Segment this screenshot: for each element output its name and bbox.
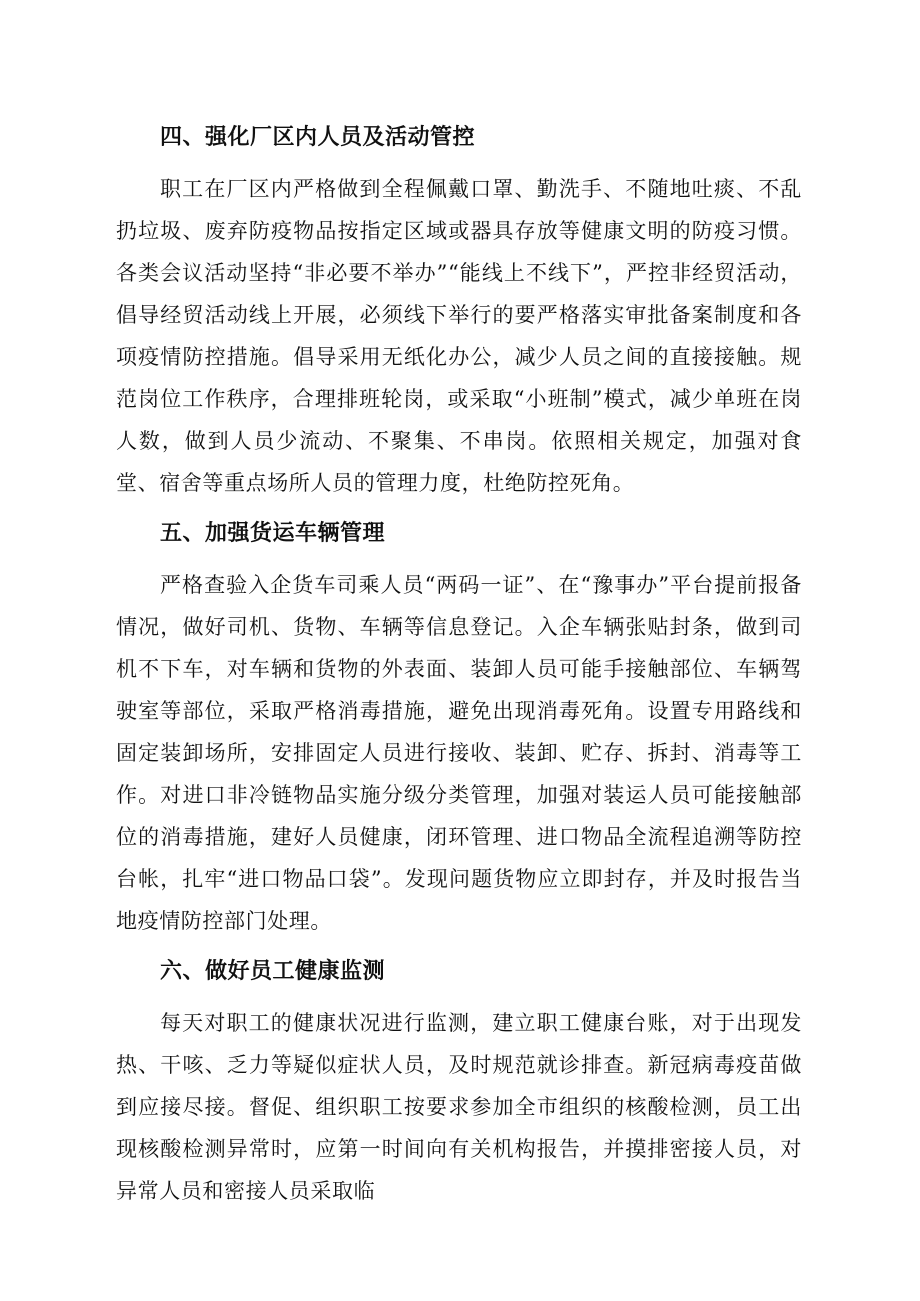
section-paragraph-5: 严格查验入企货车司乘人员“两码一证”、在“豫事办”平台提前报备情况，做好司机、货物、车辆等信息登记。入企车辆张贴封条，做到司机不下车，对车辆和货物的外表面、装卸人员可能手接触部位、车辆驾驶室等部位，采取严格消毒措施，避免出现消毒死角。设置专用路线和固定装卸场所，安排固定人员进行接收、装卸、贮存、拆封、消毒等工作。对进口非冷链物品实施分级分类管理，加强对装运人员可能接触部位的消毒措施，建好人员健康，闭环管理、进口物品全流程追溯等防控台帐，扎牢“进口物品口袋”。发现问题货物应立即封存，并及时报告当地疫情防控部门处理。 xyxy=(116,573,802,933)
document-body xyxy=(116,118,802,1222)
section-paragraph-4: 职工在厂区内严格做到全程佩戴口罩、勤洗手、不随地吐痰、不乱扔垃圾、废弃防疫物品按指定区域或器具存放等健康文明的防疫习惯。各类会议活动坚持“非必要不举办”“能线上不线下”，严控非经贸活动，倡导经贸活动线上开展，必须线下举行的要严格落实审批备案制度和各项疫情防控措施。倡导采用无纸化办公，减少人员之间的直接接触。规范岗位工作秩序，合理排班轮岗，或采取“小班制”模式，减少单班在岗人数，做到人员少流动、不聚集、不串岗。依照相关规定，加强对食堂、宿舍等重点场所人员的管理力度，杜绝防控死角。 xyxy=(116,177,802,495)
section-heading-5: 五、加强货运车辆管理 xyxy=(160,521,386,546)
section-heading-6: 六、做好员工健康监测 xyxy=(160,959,386,984)
section-heading-4: 四、强化厂区内人员及活动管控 xyxy=(160,125,476,150)
section-paragraph-6: 每天对职工的健康状况进行监测，建立职工健康台账，对于出现发热、干咳、乏力等疑似症状人员，及时规范就诊排查。新冠病毒疫苗做到应接尽接。督促、组织职工按要求参加全市组织的核酸检测，员工出现核酸检测异常时，应第一时间向有关机构报告，并摸排密接人员，对异常人员和密接人员采取临 xyxy=(116,1011,802,1203)
